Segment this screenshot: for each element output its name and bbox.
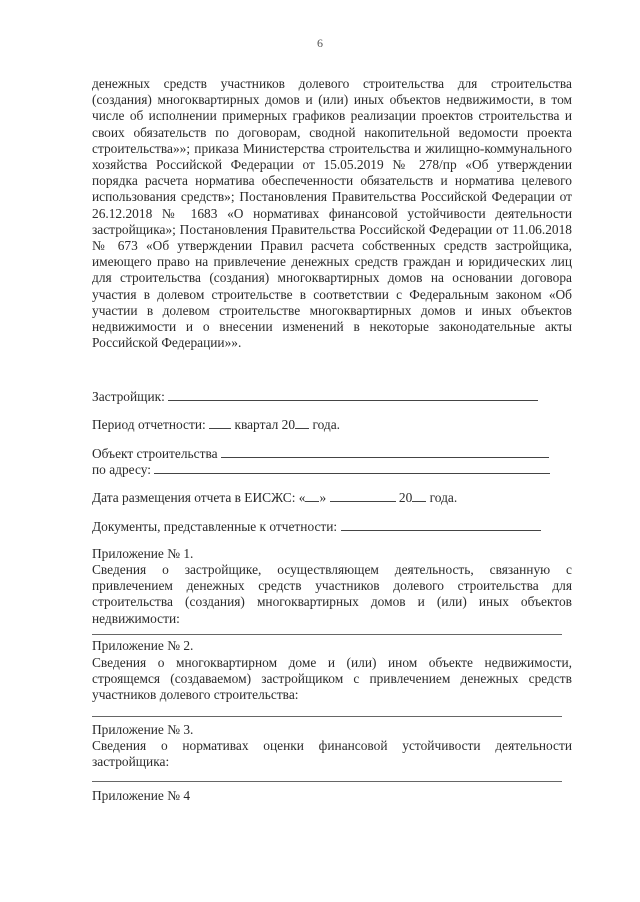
appendix-3-line — [92, 781, 562, 782]
address-blank — [154, 461, 550, 474]
period-year-suffix: года. — [312, 417, 341, 432]
period-quarter: квартал 20 — [234, 417, 296, 432]
appendix-2-title: Приложение № 2. — [92, 638, 194, 653]
address-field — [92, 461, 550, 478]
documents-field — [92, 518, 541, 535]
appendix-4-title: Приложение № 4 — [92, 788, 191, 803]
month-blank — [330, 489, 396, 502]
appendix-1-text: Сведения о застройщике, осуществляющем деятельность, связанную с привлечением денежных средств участников долевого строительства для строительства (создания) многоквартирных домов и (или) иных объектов недвижимости: — [92, 562, 572, 626]
appendix-1-title: Приложение № 1. — [92, 546, 194, 561]
documents-blank — [341, 518, 541, 531]
developer-blank — [168, 388, 538, 401]
date-year-prefix: 20 — [398, 490, 413, 505]
date-year-suffix: года. — [429, 490, 458, 505]
appendix-2-text: Сведения о многоквартирном доме и (или) ином объекте недвижимости, строящемся (создаваемом) застройщиком с привлечением денежных средств участников долевого строительства: — [92, 655, 572, 703]
date-year-blank — [412, 489, 426, 502]
date-label: Дата размещения отчета в ЕИСЖС: « — [92, 490, 306, 505]
intro-paragraph — [92, 76, 572, 351]
intro-text: денежных средств участников долевого строительства для строительства (создания) многоквартирных домов и (или) иных объектов недвижимости, в том числе об исполнении примерных графиков реализации проектов строительства и своих обязательств по договорам, сводной накопительной ведомости проекта строительства»»; приказа Министерства строительства и жилищно-коммунального хозяйства Российской Федерации от 15.05.2019 № 278/пр «Об утверждении порядка расчета норматива обеспеченности обязательств и норматива целевого использования средств»; Постановления Правительства Российской Федерации от 26.12.2018 № 1683 «О нормативах финансовой устойчивости деятельности застройщика»; Постановления Правительства Российской Федерации от 11.06.2018 № 673 «Об утверждении Правил расчета собственных средств застройщика, имеющего право на привлечение денежных средств граждан и юридических лиц для строительства (создания) многоквартирных домов на основании договора участия в долевом строительстве в соответствии с Федеральным законом «Об участии в долевом строительстве многоквартирных домов и иных объектов недвижимости и о внесении изменений в некоторые законодательные акты Российской Федерации»». — [92, 76, 572, 351]
appendix-3-title: Приложение № 3. — [92, 722, 194, 737]
day-blank — [305, 489, 319, 502]
object-field — [92, 445, 549, 462]
period-label: Период отчетности: — [92, 417, 206, 432]
object-blank — [221, 445, 549, 458]
developer-label: Застройщик: — [92, 389, 165, 404]
appendix-3-text: Сведения о нормативах оценки финансовой устойчивости деятельности застройщика: — [92, 738, 572, 770]
object-label: Объект строительства — [92, 446, 218, 461]
developer-field — [92, 388, 538, 405]
appendix-2-line — [92, 716, 562, 717]
period-field — [92, 416, 340, 433]
date-field — [92, 489, 457, 506]
page-number: 6 — [317, 36, 323, 50]
address-label: по адресу: — [92, 462, 151, 477]
documents-label: Документы, представленные к отчетности: — [92, 519, 338, 534]
year-blank — [295, 416, 309, 429]
date-quote-close: » — [319, 490, 327, 505]
appendix-1-line — [92, 634, 562, 635]
quarter-blank — [209, 416, 231, 429]
